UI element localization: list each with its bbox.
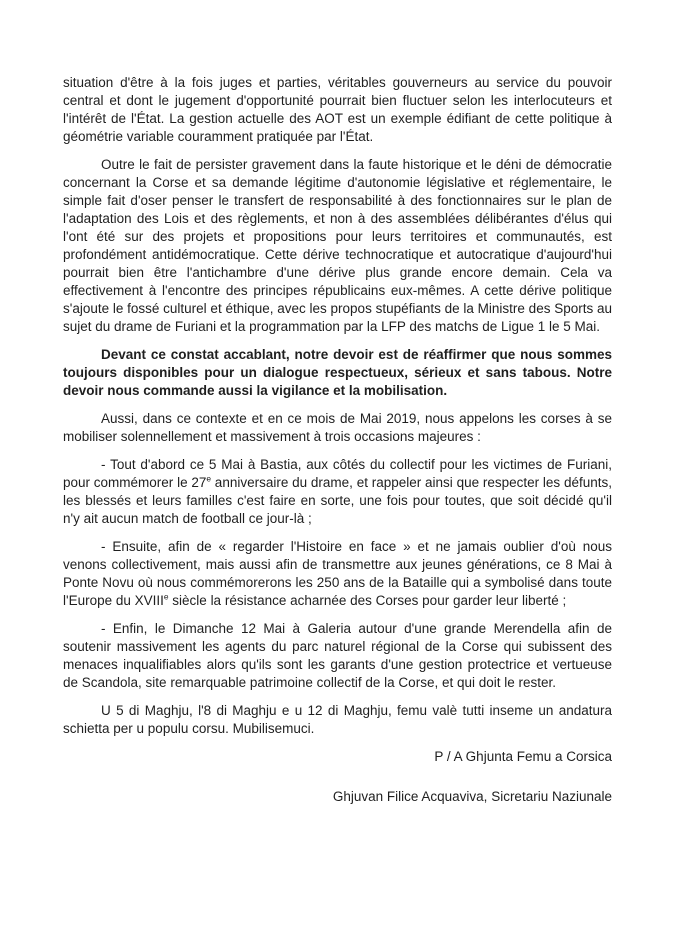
signature-block (63, 748, 612, 806)
letter-body (63, 74, 612, 828)
bullet-ponte-novu-text-end: siècle la résistance acharnée des Corses pour garder leur liberté ; (168, 593, 567, 608)
signature-organization: P / A Ghjunta Femu a Corsica (434, 749, 612, 764)
paragraph-continuation: situation d'être à la fois juges et parties, véritables gouverneurs au service du pouvoir central et dont le jugement d'opportunité pourrait bien fluctuer selon les interlocuteurs et l'intérêt de l'État. La gestion actuelle des AOT est un exemple édifiant de cette politique à géométrie variable couramment pratiquée par l'État. (63, 75, 612, 144)
ordinal-superscript-xviiie: e (163, 591, 169, 602)
bullet-bastia-5-mai (63, 456, 612, 528)
bullet-bastia-text-start: - Tout d'abord ce 5 Mai à Bastia, aux côtés du collectif pour les victimes de Furiani, pour commémorer le 27 (63, 457, 612, 490)
ordinal-superscript-27e: e (206, 473, 212, 484)
bullet-bastia-text-end: anniversaire du drame, et rappeler ainsi que respecter les défunts, les blessés et leurs familles c'est faire en sorte, une fois pour toutes, que soit décidé qu'il n'y ait aucun match de football ce jour-là ; (63, 475, 612, 526)
bullet-galeria-12-mai: - Enfin, le Dimanche 12 Mai à Galeria autour d'une grande Merendella afin de soutenir massivement les agents du parc naturel régional de la Corse qui subissent des menaces inqualifiables alors qu'ils sont les garants d'une gestion protectrice et vertueuse de Scandola, site remarquable patrimoine collectif de la Corse, et qui doit le rester. (63, 621, 612, 690)
paragraph-appel-mobilisation: Aussi, dans ce contexte et en ce mois de Mai 2019, nous appelons les corses à se mobiliser solennellement et massivement à trois occasions majeures : (63, 411, 612, 444)
paragraph-corsu-closing: U 5 di Maghju, l'8 di Maghju e u 12 di Maghju, femu valè tutti inseme un andatura schietta per u populu corsu. Mubilisemuci. (63, 703, 612, 736)
bullet-ponte-novu-text-start: - Ensuite, afin de « regarder l'Histoire en face » et ne jamais oublier d'où nous venons collectivement, mais aussi afin de transmettre aux jeunes générations, ce 8 Mai à Ponte Novu où nous commémorerons les 250 ans de la Bataille qui a symbolisé dans toute l'Europe du XVIII (63, 539, 612, 608)
paragraph-faute-historique: Outre le fait de persister gravement dans la faute historique et le déni de démocratie concernant la Corse et sa demande légitime d'autonomie législative et réglementaire, le simple fait d'oser penser le transfert de responsabilité à des fonctionnaires sur le plan de l'adaptation des Lois et des règlements, et non à des assemblées délibérantes d'élus qui l'ont été sur des projets et propositions pour leurs territoires et communautés, est profondément antidémocratique. Cette dérive technocratique et autocratique d'aujourd'hui pourrait bien être l'antichambre d'une dérive plus grande encore demain. Cela va effectivement à l'encontre des principes républicains eux-mêmes. A cette dérive politique s'ajoute le fossé culturel et éthique, avec les propos stupéfiants de la Ministre des Sports au sujet du drame de Furiani et la programmation par la LFP des matchs de Ligue 1 le 5 Mai. (63, 157, 612, 334)
paragraph-bold-statement: Devant ce constat accablant, notre devoir est de réaffirmer que nous sommes toujours disponibles pour un dialogue respectueux, sérieux et sans tabous. Notre devoir nous commande aussi la vigilance et la mobilisation. (63, 347, 612, 398)
signature-name-title: Ghjuvan Filice Acquaviva, Sicretariu Naziunale (332, 789, 612, 804)
bullet-ponte-novu-8-mai (63, 538, 612, 610)
